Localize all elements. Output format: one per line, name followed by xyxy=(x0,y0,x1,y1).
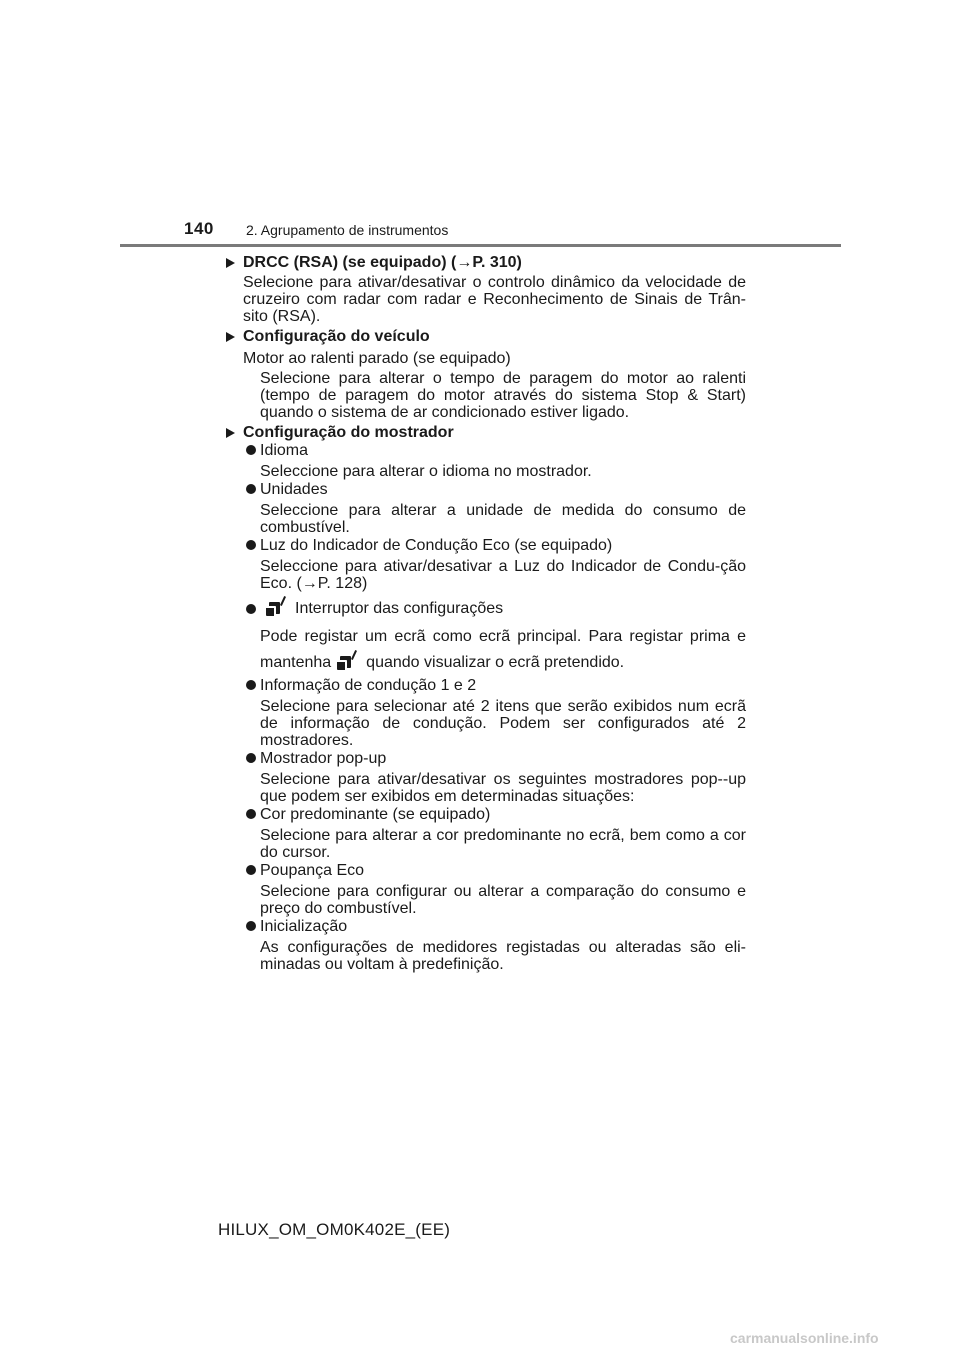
watermark: carmanualsonline.info xyxy=(730,1330,879,1346)
section-drcc xyxy=(224,254,746,325)
arrow-icon: → xyxy=(301,575,318,592)
round-bullet-icon xyxy=(246,484,256,494)
round-bullet-icon xyxy=(246,680,256,690)
section-display-title: Configuração do mostrador xyxy=(243,424,454,441)
item-label: Luz do Indicador de Condução Eco (se equipado) xyxy=(260,537,613,554)
item-description: Selecione para configurar ou alterar a comparação do consumo e preço do combustível. xyxy=(260,883,746,917)
section-drcc-title: DRCC (RSA) (se equipado) ( xyxy=(243,254,457,271)
item-label: Informação de condução 1 e 2 xyxy=(260,677,477,694)
section-vehicle-heading xyxy=(224,328,746,345)
round-bullet-icon xyxy=(246,445,256,455)
item-description: Selecione para ativar/desativar os seguintes mostradores pop--up que podem ser exibidos em determinadas situações: xyxy=(260,771,746,805)
item-label: Mostrador pop-up xyxy=(260,750,387,767)
gear-pencil-icon xyxy=(337,650,359,670)
page-content xyxy=(224,254,746,976)
item-description-text: quando visualizar o ecrã pretendido. xyxy=(366,654,625,671)
item-description xyxy=(224,558,746,592)
page-number: 140 xyxy=(184,219,214,238)
item-description-ref: P. 128) xyxy=(317,575,368,592)
section-drcc-description: Selecione para ativar/desativar o controlo dinâmico da velocidade de cruzeiro com radar com radar e Reconhecimento de Sinais de Trân-sito (RSA). xyxy=(243,274,746,325)
item-description: Seleccione para alterar o idioma no mostrador. xyxy=(260,463,592,480)
section-vehicle xyxy=(224,328,746,421)
item-description-text: Seleccione para ativar/desativar a Luz do Indicador de Condu-ção Eco. ( xyxy=(260,558,746,592)
header-divider xyxy=(120,244,841,247)
document-code: HILUX_OM_OM0K402E_(EE) xyxy=(218,1220,451,1239)
list-item-driving-info xyxy=(224,677,746,749)
section-vehicle-subtitle: Motor ao ralenti parado (se equipado) xyxy=(243,350,511,367)
list-item-language xyxy=(224,442,746,480)
triangle-bullet-icon xyxy=(226,428,235,438)
item-description: Selecione para selecionar até 2 itens que serão exibidos num ecrã de informação de condução. Podem ser configurados até 2 mostradores. xyxy=(260,698,746,749)
item-label: Poupança Eco xyxy=(260,862,365,879)
triangle-bullet-icon xyxy=(226,332,235,342)
section-vehicle-title: Configuração do veículo xyxy=(243,328,430,345)
round-bullet-icon xyxy=(246,809,256,819)
round-bullet-icon xyxy=(246,865,256,875)
item-label: Interruptor das configurações xyxy=(295,600,504,617)
list-item-eco-savings xyxy=(224,862,746,917)
arrow-icon: → xyxy=(456,254,473,271)
section-vehicle-description: Selecione para alterar o tempo de paragem do motor ao ralenti (tempo de paragem do motor através do sistema Stop & Start) quando o sistema de ar condicionado estiver ligado. xyxy=(260,370,746,421)
list-item-popup xyxy=(224,750,746,805)
section-title: 2. Agrupamento de instrumentos xyxy=(246,222,449,238)
round-bullet-icon xyxy=(246,604,256,614)
item-label: Idioma xyxy=(260,442,309,459)
list-item-accent-color xyxy=(224,806,746,861)
item-label: Unidades xyxy=(260,481,328,498)
item-description: Seleccione para alterar a unidade de medida do consumo de combustível. xyxy=(260,502,746,536)
section-display-heading xyxy=(224,424,746,441)
item-label: Cor predominante (se equipado) xyxy=(260,806,491,823)
item-description xyxy=(224,624,746,676)
list-item-units xyxy=(224,481,746,536)
item-description: As configurações de medidores registadas ou alteradas são eli-minadas ou voltam à predefinição. xyxy=(260,939,746,973)
section-display xyxy=(224,424,746,973)
section-drcc-ref: P. 310) xyxy=(472,254,522,271)
round-bullet-icon xyxy=(246,753,256,763)
gear-pencil-icon xyxy=(266,596,288,616)
list-item-eco-light xyxy=(224,537,746,592)
item-description: Selecione para alterar a cor predominante no ecrã, bem como a cor do cursor. xyxy=(260,827,746,861)
list-item-initialization xyxy=(224,918,746,973)
item-description-text: Pode registar um ecrã como ecrã principal. Para registar prima e mantenha xyxy=(260,628,746,671)
list-item-settings-switch xyxy=(224,596,746,676)
round-bullet-icon xyxy=(246,921,256,931)
round-bullet-icon xyxy=(246,540,256,550)
section-drcc-heading xyxy=(224,254,746,271)
item-label: Inicialização xyxy=(260,918,348,935)
triangle-bullet-icon xyxy=(226,258,235,268)
